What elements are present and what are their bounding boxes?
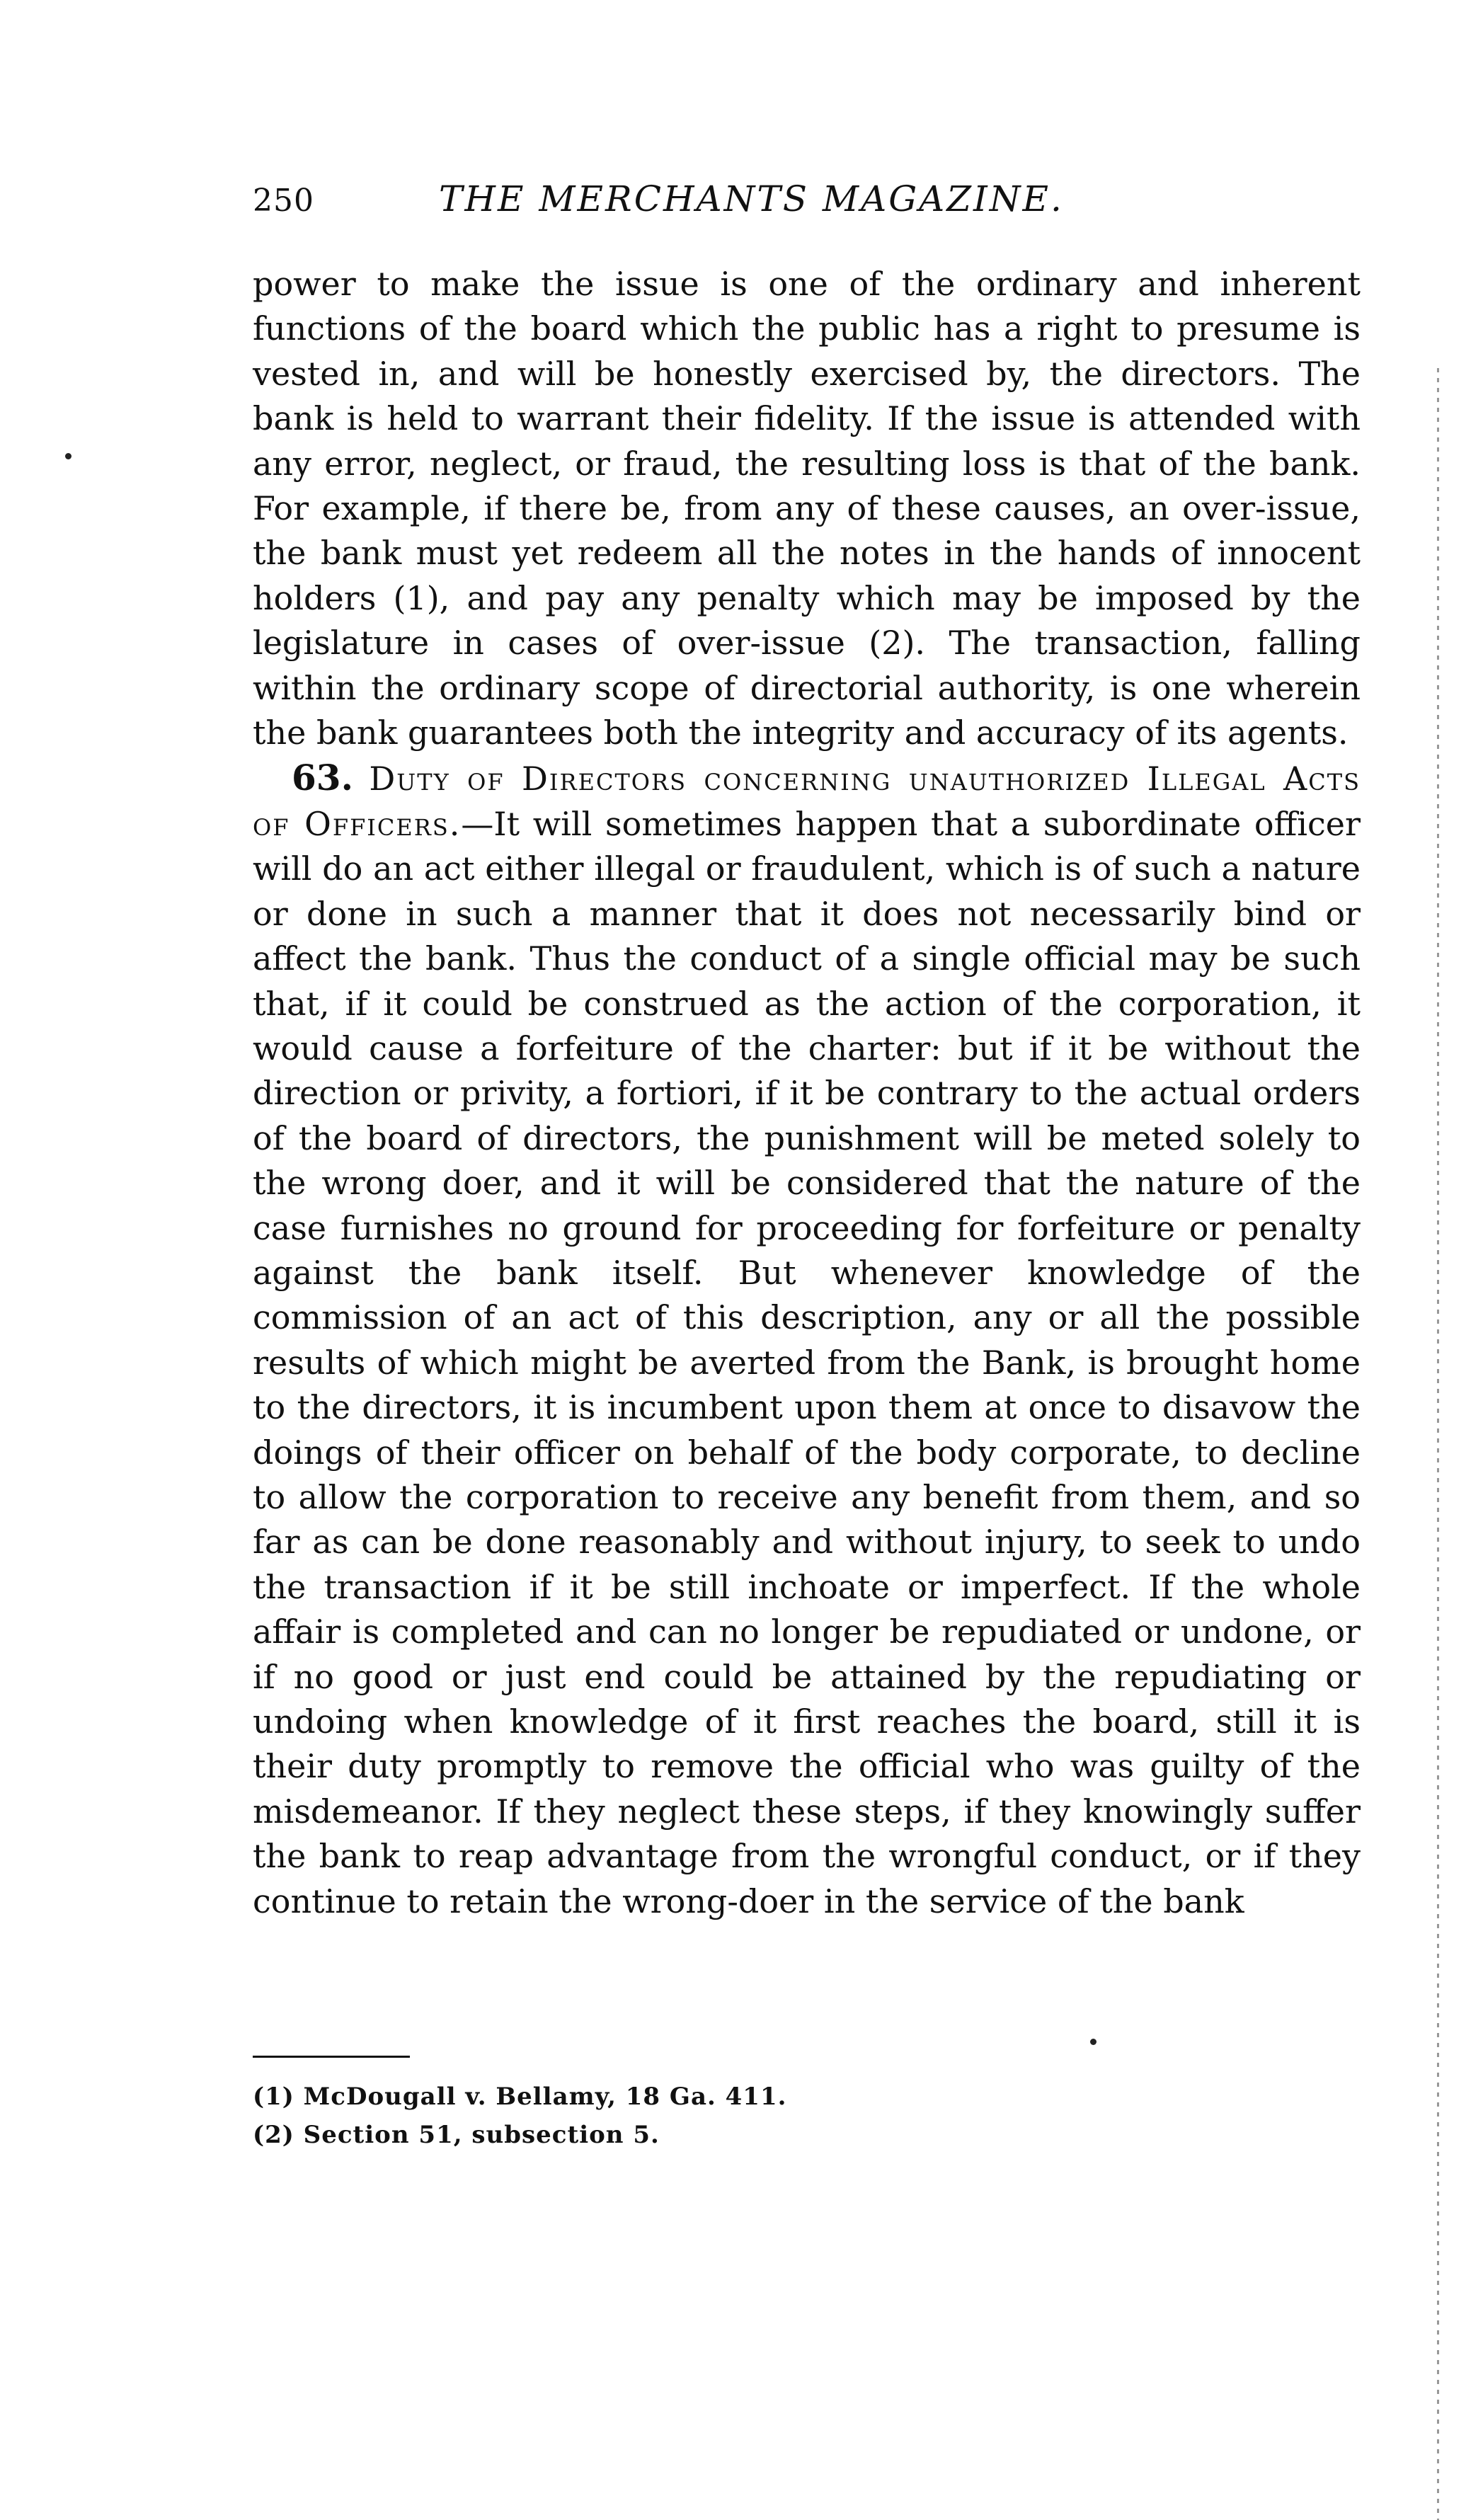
footnote-1: (1) McDougall v. Bellamy, 18 Ga. 411. <box>253 2083 787 2111</box>
section-dash: — <box>461 804 494 843</box>
margin-mark <box>65 453 71 459</box>
section-number: 63. <box>292 757 353 799</box>
page-number: 250 <box>253 183 314 219</box>
margin-mark <box>1090 2039 1096 2045</box>
section-heading: Duty of Directors concerning unauthorized Illegal Acts of Officers. <box>253 760 1361 843</box>
footnotes <box>253 2078 786 2154</box>
paragraph-1: power to make the issue is one of the ordinary and inherent functions of the board which the public has a right to presume is vested in, and will be honestly exercised by, the directors. The bank is held to warrant their fidelity. If the issue is attended with any error, neglect, or fraud, the resulting loss is that of the bank. For example, if there be, from any of these causes, an over-issue, the bank must yet redeem all the notes in the hands of innocent holders (1), and pay any penalty which may be imposed by the legislature in cases of over-issue (2). The transaction, falling within the ordinary scope of directorial authority, is one wherein the bank guarantees both the integrity and accuracy of its agents. <box>253 265 1361 752</box>
body-text <box>253 262 1361 1924</box>
scan-edge-shadow <box>1437 368 1439 2520</box>
paragraph-2 <box>253 755 1361 1924</box>
footnote-rule <box>253 2056 410 2058</box>
paragraph-2-text: It will sometimes happen that a subordinate officer will do an act either illegal or fraudulent, which is of such a nature or done in such a manner that it does not necessarily bind or affect the bank. Thus the conduct of a single official may be such that, if it could be construed as the action of the corporation, it would cause a forfeiture of the charter: but if it be without the direction or privity, a fortiori, if it be contrary to the actual orders of the board of directors, the punishment will be meted solely to the wrong doer, and it will be considered that the nature of the case furnishes no ground for proceeding for forfeiture or penalty against the bank itself. But whenever knowledge of the commission of an act of this description, any or all the possible results of which might be averted from the Bank, is brought home to the directors, it is incumbent upon them at once to disavow the doings of their officer on behalf of the body corporate, to decline to allow the corporation to receive any benefit from them, and so far as can be done reasonably and without injury, to seek to undo the transaction if it be still inchoate or imperfect. If the whole affair is completed and can no longer be repudiated or undone, or if no good or just end could be attained by the repudiating or undoing when knowledge of it first reaches the board, still it is their duty promptly to remove the official who was guilty of the misdemeanor. If they neglect these steps, if they knowingly suffer the bank to reap advantage from the wrongful conduct, or if they continue to retain the wrong-doer in the service of the bank <box>253 804 1361 1920</box>
running-head: THE MERCHANTS MAGAZINE. <box>439 178 1064 219</box>
footnote-2: (2) Section 51, subsection 5. <box>253 2121 660 2149</box>
